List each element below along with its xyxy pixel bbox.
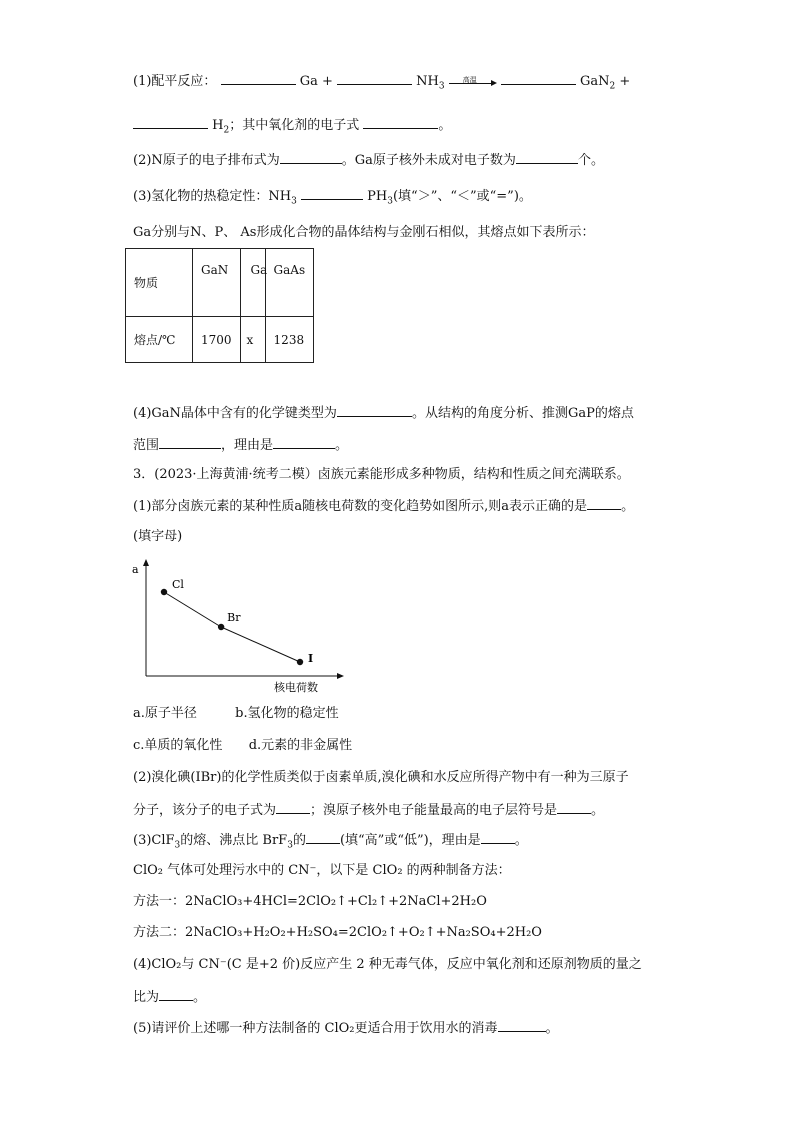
options-row1 [133, 705, 339, 723]
blank-range[interactable] [159, 436, 221, 449]
p3-s3-c: 的 [292, 833, 306, 848]
q4-c: 范围 [133, 438, 160, 453]
q3-ph: $PH_3$ [367, 189, 393, 207]
q3-prefix: (3)氢化物的热稳定性：$NH_3$ [133, 189, 297, 207]
p3-s3-a: (3)ClF$_3$ [133, 833, 181, 851]
blank-gan-coeff[interactable] [501, 72, 576, 85]
blank-electron-formula[interactable] [276, 801, 310, 814]
problem3-heading: 3．(2023·上海黄浦·统考二模）卤族元素能形成多种物质，结构和性质之间充满联系。 [133, 467, 630, 482]
options-row2 [133, 737, 352, 755]
p3-s5 [133, 1019, 559, 1038]
condition-label: 高温 [462, 75, 477, 84]
data-point-i [297, 659, 303, 665]
q4-d: ，理由是 [221, 438, 274, 453]
q2-prefix: (2)N原子的电子排布式为 [133, 153, 280, 168]
blank-high-low[interactable] [306, 831, 340, 844]
clo2-intro: ClO₂ 气体可处理污水中的 CN⁻，以下是 ClO₂ 的两种制备方法： [133, 863, 511, 878]
q4-e: 。 [335, 438, 349, 453]
option-a: a.原子半径 [133, 706, 197, 721]
p3-s1 [133, 497, 634, 516]
q1-line1 [133, 72, 630, 96]
method2: 方法二：2NaClO₃+H₂O₂+H₂SO₄=2ClO₂↑+O₂↑+Na₂SO₄+2H₂O [133, 925, 542, 940]
blank-nh3-coeff[interactable] [337, 72, 412, 85]
p3-s5-b: 。 [545, 1021, 559, 1036]
table-cell: Ga [240, 249, 265, 317]
q1-label: (1)配平反应： [133, 74, 217, 89]
y-axis-label: a [132, 563, 139, 576]
q4-line1 [133, 404, 634, 423]
table-cell: 物质 [126, 249, 193, 317]
p3-s2-line2 [133, 801, 604, 820]
blank-bond-type[interactable] [337, 404, 412, 417]
q4-a: (4)GaN晶体中含有的化学键类型为 [133, 406, 337, 421]
blank-h2-coeff[interactable] [133, 116, 208, 129]
p3-s4-line2 [133, 988, 206, 1007]
q1-period: 。 [438, 118, 452, 133]
q1-tail: ；其中氧化剂的电子式 [229, 118, 360, 133]
table-cell: 熔点/℃ [126, 317, 193, 363]
p3-s3 [133, 831, 528, 855]
table-cell: GaN [193, 249, 241, 317]
p3-s2-a: 分子，该分子的电子式为 [133, 803, 277, 818]
blank-oxidant-formula[interactable] [363, 116, 438, 129]
data-point-cl [161, 589, 167, 595]
trend-chart [128, 558, 348, 698]
p3-s5-a: (5)请评价上述哪一种方法制备的 ClO₂更适合用于饮用水的消毒 [133, 1021, 498, 1036]
x-axis-arrow [337, 673, 344, 679]
option-c: c.单质的氧化性 [133, 738, 223, 753]
ga-term: Ga + [299, 74, 333, 89]
table-cell: 1238 [265, 317, 314, 363]
p3-s1-end: 。 [621, 499, 635, 514]
h2-term: $H_2$ [212, 118, 230, 136]
blank-shell-symbol[interactable] [557, 801, 591, 814]
reaction-arrow [449, 75, 497, 89]
p3-s1-hint: (填字母) [133, 529, 183, 544]
nh3-term: $NH_3$ [416, 74, 445, 92]
table-cell: 1700 [193, 317, 241, 363]
blank-ga-unpaired[interactable] [516, 151, 578, 164]
blank-method[interactable] [498, 1019, 546, 1032]
method1: 方法一：2NaClO₃+4HCl=2ClO₂↑+Cl₂↑+2NaCl+2H₂O [133, 894, 487, 909]
p3-s4-b: 。 [193, 990, 207, 1005]
p3-s1-text: (1)部分卤族元素的某种性质a随核电荷数的变化趋势如图所示,则a表示正确的是 [133, 499, 588, 514]
p3-s2-c: 。 [591, 803, 605, 818]
table-cell: x [240, 317, 265, 363]
table-row [126, 317, 314, 363]
option-b: b.氢化物的稳定性 [235, 706, 339, 721]
blank-s3-reason[interactable] [481, 831, 515, 844]
q1-line2 [133, 116, 451, 140]
blank-reason[interactable] [273, 436, 335, 449]
q3-line [133, 187, 532, 211]
q4-b: 。从结构的角度分析、推测GaP的熔点 [411, 406, 634, 421]
series-segment [164, 592, 221, 627]
intro-line: Ga分别与N、P、 As形成化合物的晶体结构与金刚石相似，其熔点如下表所示： [133, 225, 595, 240]
blank-ratio[interactable] [159, 988, 193, 1001]
x-axis-label: 核电荷数 [274, 681, 318, 694]
point-label-i: I [308, 652, 314, 665]
q4-line2 [133, 436, 348, 455]
table-row [126, 249, 314, 317]
data-point-br [218, 624, 224, 630]
q2-line [133, 151, 604, 170]
blank-compare[interactable] [301, 187, 363, 200]
blank-ga-coeff[interactable] [221, 72, 296, 85]
q2-suffix: 个。 [577, 153, 604, 168]
table-cell: GaAs [265, 249, 314, 317]
p3-s3-e: 。 [514, 833, 528, 848]
p3-s3-d: (填“高”或“低”)，理由是 [339, 833, 481, 848]
series-segment [221, 627, 300, 662]
q2-mid: 。Ga原子核外未成对电子数为 [341, 153, 516, 168]
option-d: d.元素的非金属性 [248, 738, 353, 753]
y-axis-arrow [143, 559, 149, 566]
point-label-br: Br [227, 611, 241, 624]
blank-n-config[interactable] [280, 151, 342, 164]
blank-a-answer[interactable] [587, 497, 621, 510]
point-label-cl: Cl [172, 578, 184, 591]
p3-s2-line1: (2)溴化碘(IBr)的化学性质类似于卤素单质,溴化碘和水反应所得产物中有一种为三原子 [133, 770, 629, 785]
p3-s4-a: 比为 [133, 990, 160, 1005]
gan-term: GaN$_2$ + [580, 74, 631, 92]
p3-s3-b: 的熔、沸点比 BrF$_3$ [180, 833, 293, 851]
melting-point-table [125, 248, 314, 363]
q3-tail: (填“＞”、“＜”或“=”)。 [392, 189, 532, 204]
p3-s2-b: ；溴原子核外电子能量最高的电子层符号是 [310, 803, 558, 818]
p3-s4-line1: (4)ClO₂与 CN⁻(C 是+2 价)反应产生 2 种无毒气体，反应中氧化剂和还原剂物质的量之 [133, 957, 642, 972]
